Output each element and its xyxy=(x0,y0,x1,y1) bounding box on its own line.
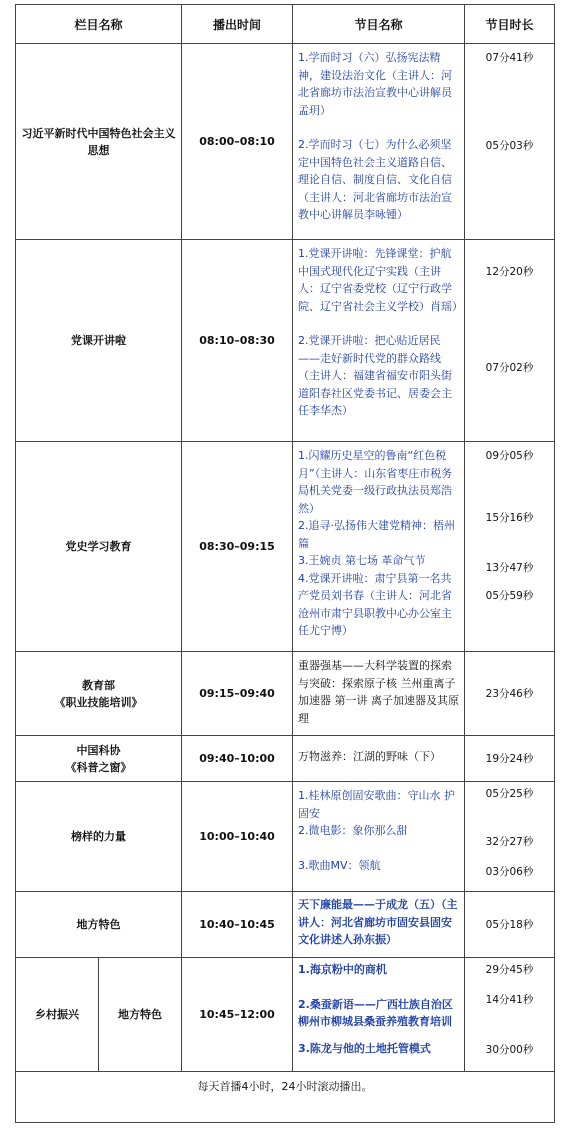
duration-value: 29分45秒 xyxy=(485,964,534,976)
duration-value: 32分27秒 xyxy=(485,836,534,848)
program-item[interactable]: 天下廉能最——于成龙（五）（主讲人：河北省廊坊市固安县固安文化讲述人孙东振） xyxy=(298,898,458,946)
air-time: 08:10–08:30 xyxy=(182,240,293,442)
program-item[interactable]: 重器强基——大科学装置的探索与突破：探索原子核 兰州重离子加速器 第一讲 离子加速器及其原理 xyxy=(298,659,460,725)
duration-value: 05分03秒 xyxy=(485,140,534,152)
column-name-line: 教育部 xyxy=(82,678,115,692)
duration-value: 07分02秒 xyxy=(485,362,534,374)
column-name: 党课开讲啦 xyxy=(16,240,182,442)
program-item[interactable]: 万物滋养：江湖的野味（下） xyxy=(298,749,442,763)
program-item[interactable]: 2.桑蚕新语——广西壮族自治区柳州市柳城县桑蚕养殖教育培训 xyxy=(298,997,453,1028)
air-time: 08:00–08:10 xyxy=(182,44,293,240)
air-time: 10:45–12:00 xyxy=(182,958,293,1072)
air-time: 09:15–09:40 xyxy=(182,652,293,736)
duration-value: 12分20秒 xyxy=(485,266,534,278)
column-name-line: 《科普之窗》 xyxy=(65,760,132,774)
program-item[interactable]: 2.党课开讲啦：把心贴近居民——走好新时代党的群众路线（主讲人：福建省福安市阳头街道阳春社区党委书记、居委会主任李华杰） xyxy=(298,334,453,417)
program-item[interactable]: 1.海京粉中的商机 xyxy=(298,963,387,976)
duration-value: 05分18秒 xyxy=(485,919,534,931)
schedule-table xyxy=(15,4,555,1123)
duration-value: 05分25秒 xyxy=(485,788,534,800)
air-time: 08:30–09:15 xyxy=(182,442,293,652)
duration-cell xyxy=(465,958,555,1072)
column-name: 地方特色 xyxy=(16,892,182,958)
column-name-line: 《职业技能培训》 xyxy=(54,695,143,709)
column-name: 榜样的力量 xyxy=(16,782,182,892)
program-cell xyxy=(293,442,465,652)
duration-value: 13分47秒 xyxy=(485,562,534,574)
table-row xyxy=(16,892,555,958)
duration-value: 23分46秒 xyxy=(485,688,534,700)
header-time: 播出时间 xyxy=(182,5,293,44)
column-name xyxy=(16,736,182,782)
table-row xyxy=(16,736,555,782)
program-item[interactable]: 2.学而时习（七）为什么必须坚定中国特色社会主义道路自信、理论自信、制度自信、文化自信（主讲人：河北省廊坊市法治宣教中心讲解员李咏锺） xyxy=(298,138,453,221)
air-time: 10:40–10:45 xyxy=(182,892,293,958)
column-name-line: 中国科协 xyxy=(76,743,121,757)
column-name: 习近平新时代中国特色社会主义思想 xyxy=(16,44,182,240)
program-cell xyxy=(293,736,465,782)
program-item[interactable]: 1.党课开讲啦：先锋课堂：护航中国式现代化辽宁实践（主讲人：辽宁省委党校（辽宁行政学院、辽宁省社会主义学校）肖瑶） xyxy=(298,247,464,313)
program-item[interactable]: 1.学而时习（六）弘扬宪法精神，建设法治文化（主讲人：河北省廊坊市法治宣教中心讲解员孟玥） xyxy=(298,51,453,117)
program-item[interactable]: 2.微电影：象你那么甜 xyxy=(298,824,408,837)
table-row xyxy=(16,958,555,1072)
table-row xyxy=(16,652,555,736)
program-item[interactable]: 3.歌曲MV：领航 xyxy=(298,858,381,872)
column-name: 乡村振兴 xyxy=(16,958,99,1072)
header-row xyxy=(16,5,555,44)
header-program: 节目名称 xyxy=(293,5,465,44)
sub-column-name: 地方特色 xyxy=(99,958,182,1072)
duration-cell xyxy=(465,240,555,442)
duration-cell xyxy=(465,736,555,782)
program-cell xyxy=(293,958,465,1072)
duration-cell xyxy=(465,442,555,652)
program-item[interactable]: 3.陈龙与他的土地托管模式 xyxy=(298,1041,431,1055)
program-cell xyxy=(293,44,465,240)
program-cell xyxy=(293,782,465,892)
duration-value: 09分05秒 xyxy=(485,450,534,462)
program-cell xyxy=(293,240,465,442)
program-cell xyxy=(293,652,465,736)
column-name: 党史学习教育 xyxy=(16,442,182,652)
air-time: 10:00–10:40 xyxy=(182,782,293,892)
duration-value: 03分06秒 xyxy=(485,866,534,878)
program-cell xyxy=(293,892,465,958)
table-row xyxy=(16,442,555,652)
duration-cell xyxy=(465,782,555,892)
program-item[interactable]: 1.桂林原创固安歌曲：守山水 护固安 xyxy=(298,789,456,820)
duration-value: 07分41秒 xyxy=(485,52,534,64)
duration-value: 30分00秒 xyxy=(485,1044,534,1056)
program-item[interactable]: 2.追寻·弘扬伟大建党精神：梧州篇 xyxy=(298,519,456,550)
duration-cell xyxy=(465,44,555,240)
table-row xyxy=(16,44,555,240)
header-duration: 节目时长 xyxy=(465,5,555,44)
duration-cell xyxy=(465,892,555,958)
footer-row xyxy=(16,1072,555,1123)
table-row xyxy=(16,240,555,442)
table-row xyxy=(16,782,555,892)
duration-value: 19分24秒 xyxy=(485,753,534,765)
duration-value: 14分41秒 xyxy=(485,994,534,1006)
header-column: 栏目名称 xyxy=(16,5,182,44)
duration-value: 05分59秒 xyxy=(485,590,534,602)
program-item[interactable]: 1.闪耀历史星空的鲁南“红色税月”（主讲人：山东省枣庄市税务局机关党委一级行政执法员郑浩然） xyxy=(298,449,453,515)
column-name xyxy=(16,652,182,736)
duration-value: 15分16秒 xyxy=(485,512,534,524)
duration-cell xyxy=(465,652,555,736)
air-time: 09:40–10:00 xyxy=(182,736,293,782)
program-item[interactable]: 4.党课开讲啦：肃宁县第一名共产党员刘书春（主讲人：河北省沧州市肃宁县职教中心办公室主任尤宁博） xyxy=(298,571,453,637)
program-item[interactable]: 3.王婉贞 第七场 革命气节 xyxy=(298,554,426,567)
footer-note: 每天首播4小时，24小时滚动播出。 xyxy=(16,1072,555,1123)
